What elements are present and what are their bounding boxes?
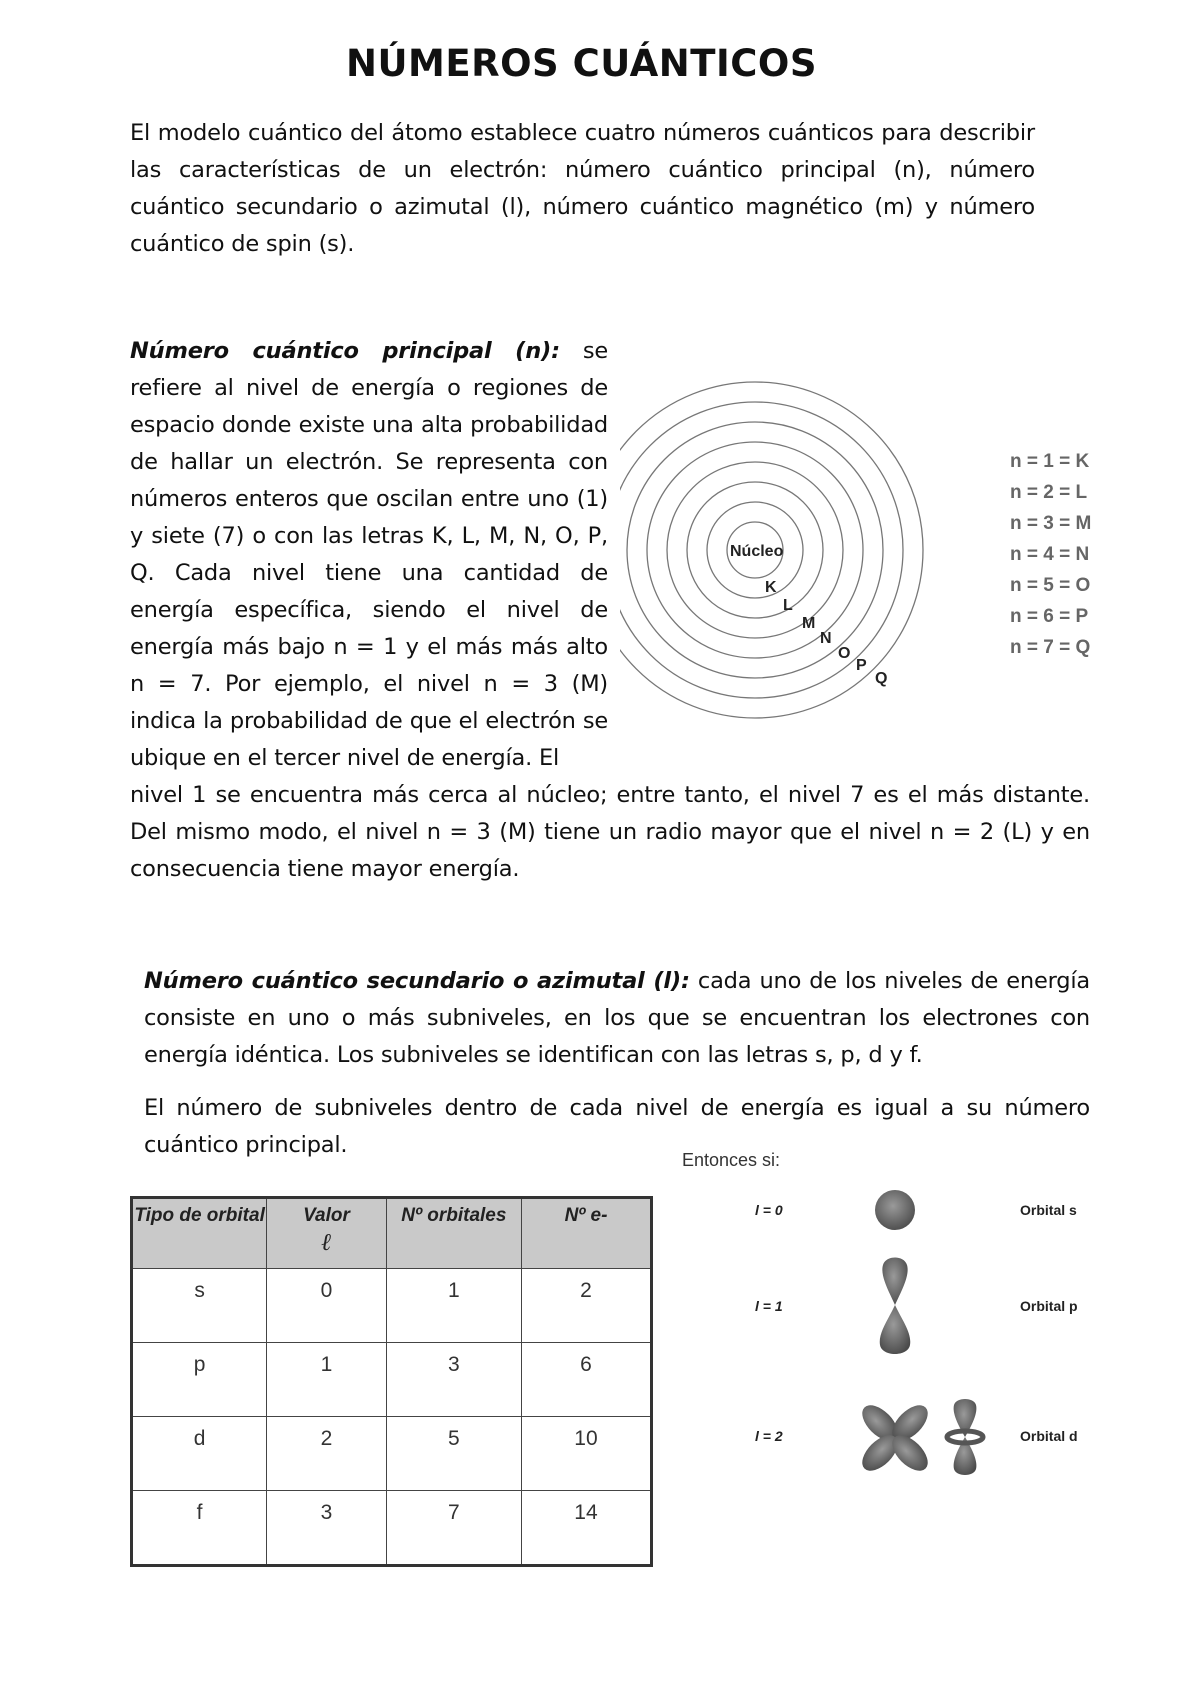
shell-letter-l: L bbox=[783, 597, 793, 614]
legend-item: n = 2 = L bbox=[1010, 482, 1088, 503]
cell-orbitales: 5 bbox=[386, 1417, 521, 1491]
shell-letter-o: O bbox=[838, 645, 851, 662]
cell-valor: 0 bbox=[267, 1269, 387, 1343]
l-value-0: l = 0 bbox=[755, 1202, 783, 1218]
cell-electrones: 10 bbox=[521, 1417, 651, 1491]
legend-item: n = 1 = K bbox=[1010, 451, 1090, 472]
cell-valor: 3 bbox=[267, 1491, 387, 1566]
orbital-label-d: Orbital d bbox=[1020, 1428, 1078, 1444]
cell-electrones: 2 bbox=[521, 1269, 651, 1343]
legend-item: n = 3 = M bbox=[1010, 513, 1092, 534]
energy-levels-diagram bbox=[620, 370, 1100, 730]
table-header-row bbox=[132, 1198, 652, 1269]
shell-letter-m: M bbox=[802, 615, 816, 632]
cell-electrones: 14 bbox=[521, 1491, 651, 1566]
dz2-orbital-shape bbox=[947, 1399, 983, 1475]
legend-item: n = 6 = P bbox=[1010, 606, 1089, 627]
legend-item: n = 7 = Q bbox=[1010, 637, 1091, 658]
cell-tipo: p bbox=[132, 1343, 267, 1417]
nucleus-label: Núcleo bbox=[730, 543, 784, 560]
azimutal-paragraph bbox=[144, 963, 1090, 1074]
cell-orbitales: 7 bbox=[386, 1491, 521, 1566]
legend-item: n = 5 = O bbox=[1010, 575, 1091, 596]
cell-tipo: d bbox=[132, 1417, 267, 1491]
header-orbitales: Nº orbitales bbox=[386, 1198, 521, 1269]
shell-letter-q: Q bbox=[875, 670, 888, 687]
shell-letter-k: K bbox=[765, 579, 777, 596]
ell-symbol: ℓ bbox=[321, 1227, 332, 1256]
intro-paragraph: El modelo cuántico del átomo establece cuatro números cuánticos para describir las características de un electrón: número cuántico principal (n), número cuántico secundario o azimutal (l), número cuántico magnético (m) y número cuántico de spin (s). bbox=[130, 120, 1035, 257]
shell-letter-n: N bbox=[820, 630, 832, 647]
orbital-label-p: Orbital p bbox=[1020, 1298, 1078, 1314]
shell-letter-p: P bbox=[856, 657, 867, 674]
table-row bbox=[132, 1417, 652, 1491]
l-value-1: l = 1 bbox=[755, 1298, 783, 1314]
header-valor bbox=[267, 1198, 387, 1269]
orbital-figure-heading: Entonces si: bbox=[682, 1150, 781, 1170]
table-row bbox=[132, 1491, 652, 1566]
legend-item: n = 4 = N bbox=[1010, 544, 1090, 565]
header-valor-text: Valor bbox=[303, 1205, 350, 1226]
level-legend bbox=[1010, 451, 1091, 658]
orbital-shapes-figure bbox=[720, 1175, 1120, 1495]
cell-tipo: f bbox=[132, 1491, 267, 1566]
cell-orbitales: 3 bbox=[386, 1343, 521, 1417]
cell-electrones: 6 bbox=[521, 1343, 651, 1417]
header-electrones: Nº e- bbox=[521, 1198, 651, 1269]
cell-valor: 2 bbox=[267, 1417, 387, 1491]
orbital-table bbox=[130, 1196, 653, 1567]
cell-valor: 1 bbox=[267, 1343, 387, 1417]
l-value-2: l = 2 bbox=[755, 1428, 783, 1444]
s-orbital-sphere bbox=[875, 1190, 915, 1230]
principal-text: se refiere al nivel de energía o regiones de espacio donde existe una alta probabilidad de hallar un electrón. Se representa con números enteros que oscilan entre uno (1) y siete (7) o con las letras K, L, M, N, O, P, Q. Cada nivel tiene una cantidad de energía específica, siendo el nivel de energía más bajo n = 1 y el más más alto n = 7. Por ejemplo, el nivel n = 3 (M) indica la probabilidad de que el electrón se ubique en el tercer nivel de energía. El bbox=[130, 338, 608, 771]
cell-orbitales: 1 bbox=[386, 1269, 521, 1343]
subniveles-paragraph: El número de subniveles dentro de cada nivel de energía es igual a su número cuántico principal. bbox=[144, 1095, 1090, 1158]
table-row bbox=[132, 1269, 652, 1343]
cell-tipo: s bbox=[132, 1269, 267, 1343]
table-row bbox=[132, 1343, 652, 1417]
orbital-label-s: Orbital s bbox=[1020, 1202, 1077, 1218]
d-orbital-clover-shape bbox=[856, 1399, 934, 1477]
principal-continued-paragraph: nivel 1 se encuentra más cerca al núcleo; entre tanto, el nivel 7 es el más distante. Del mismo modo, el nivel n = 3 (M) tiene un radio mayor que el nivel n = 2 (L) y en consecuencia tiene mayor energía. bbox=[130, 782, 1090, 882]
azimutal-text: cada uno de los niveles de energía consiste en uno o más subniveles, en los que se encuentran los electrones con energía idéntica. Los subniveles se identifican con las letras s, p, d y f. bbox=[144, 968, 1090, 1068]
header-tipo: Tipo de orbital bbox=[132, 1198, 267, 1269]
principal-term: Número cuántico principal (n): bbox=[130, 338, 560, 364]
azimutal-term: Número cuántico secundario o azimutal (l): bbox=[144, 968, 690, 994]
p-orbital-shape bbox=[880, 1258, 911, 1355]
page-title: NÚMEROS CUÁNTICOS bbox=[346, 42, 817, 85]
principal-paragraph bbox=[130, 333, 608, 777]
